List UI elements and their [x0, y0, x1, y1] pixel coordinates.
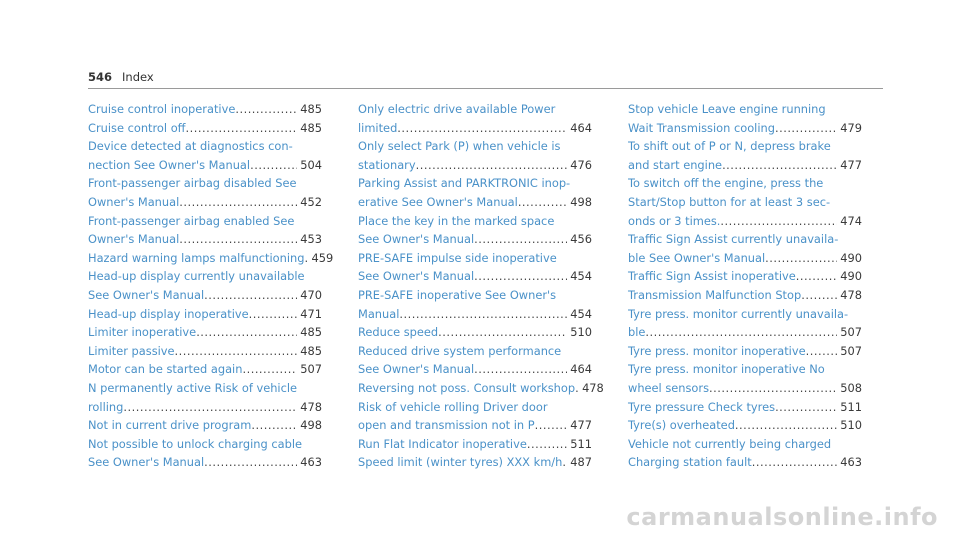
- index-entry[interactable]: [358, 342, 592, 379]
- entry-text-line: Front-passenger airbag enabled See: [88, 213, 295, 228]
- entry-page-number: 477: [570, 418, 592, 433]
- page-header: [88, 70, 154, 84]
- entry-text: Reduce speed: [358, 325, 439, 340]
- entry-text: See Owner's Manual: [358, 269, 475, 284]
- entry-last-line: [88, 286, 322, 305]
- entry-text: Run Flat Indicator inoperative: [358, 436, 527, 451]
- entry-text: Traffic Sign Assist inoperative: [628, 269, 796, 284]
- entry-text: Wait Transmission cooling: [628, 120, 775, 135]
- entry-last-line: [88, 360, 322, 379]
- entry-text: See Owner's Manual: [358, 232, 475, 247]
- entry-page-number: 504: [300, 157, 322, 172]
- entry-text-line: PRE-SAFE impulse side inoperative: [358, 250, 557, 265]
- index-entry[interactable]: [628, 267, 862, 286]
- index-entry[interactable]: [88, 212, 322, 249]
- dot-leader: [204, 453, 297, 472]
- entry-text: Hazard warning lamps malfunctioning: [88, 250, 305, 265]
- entry-text-line: Tyre press. monitor currently unavaila-: [628, 306, 849, 321]
- entry-last-line: [628, 249, 862, 268]
- entry-page-number: 479: [840, 120, 862, 135]
- watermark: carmanualsonline.info: [626, 503, 938, 531]
- entry-last-line: [358, 435, 592, 454]
- index-column-1: [88, 100, 334, 472]
- dot-leader: [179, 230, 297, 249]
- dot-leader: [175, 342, 298, 361]
- entry-text-line: Place the key in the marked space: [358, 213, 555, 228]
- section-title: Index: [122, 70, 154, 84]
- entry-last-line: [358, 267, 592, 286]
- entry-text: See Owner's Manual: [358, 362, 475, 377]
- entry-text: Tyre press. monitor inoperative: [628, 343, 806, 358]
- entry-text: ble: [628, 325, 646, 340]
- entry-text-line: Stop vehicle Leave engine running: [628, 102, 826, 116]
- dot-leader: [438, 323, 567, 342]
- index-entry[interactable]: [88, 174, 322, 211]
- index-entry[interactable]: [628, 174, 862, 230]
- index-entry[interactable]: [628, 360, 862, 397]
- entry-last-line: [628, 416, 862, 435]
- entry-last-line: [88, 230, 322, 249]
- entry-last-line: [88, 323, 322, 342]
- dot-leader: [801, 286, 837, 305]
- entry-text: Cruise control inoperative: [88, 102, 236, 116]
- entry-text: See Owner's Manual: [88, 287, 205, 302]
- entry-page-number: 476: [570, 157, 592, 172]
- index-entry[interactable]: [358, 212, 592, 249]
- index-entry[interactable]: [358, 398, 592, 435]
- entry-text-line: Only electric drive available Power: [358, 102, 556, 116]
- index-entry[interactable]: [628, 137, 862, 174]
- entry-text-line: Tyre press. monitor inoperative No: [628, 362, 825, 377]
- entry-text: Speed limit (winter tyres) XXX km/h: [358, 455, 563, 470]
- entry-last-line: [628, 267, 862, 286]
- entry-last-line: [358, 119, 592, 138]
- entry-text: Tyre pressure Check tyres: [628, 399, 776, 414]
- entry-text: Limiter passive: [88, 343, 175, 358]
- index-entry[interactable]: [358, 379, 604, 398]
- dot-leader: [474, 267, 567, 286]
- index-entry[interactable]: [628, 416, 862, 435]
- entry-page-number: 485: [300, 102, 322, 116]
- entry-page-number: 478: [300, 399, 322, 414]
- entry-text-line: To switch off the engine, press the: [628, 176, 824, 191]
- entry-page-number: 511: [570, 436, 592, 451]
- index-entry[interactable]: [358, 286, 592, 323]
- entry-page-number: 510: [570, 325, 592, 340]
- dot-leader: [235, 100, 297, 119]
- dot-leader: [752, 453, 837, 472]
- entry-text: Not in current drive program: [88, 418, 252, 433]
- entry-page-number: 464: [570, 120, 592, 135]
- entry-text: Transmission Malfunction Stop: [628, 287, 802, 302]
- entry-text: open and transmission not in P: [358, 418, 535, 433]
- index-entry[interactable]: [88, 249, 334, 268]
- entry-page-number: 456: [570, 232, 592, 247]
- entry-last-line: [88, 249, 334, 268]
- entry-page-number: 478: [840, 287, 862, 302]
- entry-page-number: 485: [300, 325, 322, 340]
- index-entry[interactable]: [88, 360, 322, 379]
- entry-text: and start engine: [628, 157, 723, 172]
- entry-text-line: Only select Park (P) when vehicle is: [358, 139, 561, 154]
- entry-last-line: [358, 156, 592, 175]
- entry-page-number: 498: [300, 418, 322, 433]
- index-entry[interactable]: [88, 267, 322, 304]
- entry-text-line: Head-up display currently unavailable: [88, 269, 305, 284]
- dot-leader: [535, 416, 568, 435]
- entry-page-number: 508: [840, 380, 862, 395]
- entry-last-line: [628, 212, 862, 231]
- entry-page-number: 471: [300, 306, 322, 321]
- dot-leader: [796, 267, 837, 286]
- entry-text-line: N permanently active Risk of vehicle: [88, 380, 298, 395]
- entry-last-line: [358, 360, 592, 379]
- entry-text-line: Vehicle not currently being charged: [628, 436, 832, 451]
- entry-last-line: [358, 453, 592, 472]
- entry-last-line: [628, 119, 862, 138]
- entry-last-line: [628, 323, 862, 342]
- entry-last-line: [628, 286, 862, 305]
- entry-text: Reversing not poss. Consult workshop: [358, 380, 576, 395]
- entry-text: erative See Owner's Manual: [358, 194, 518, 209]
- dot-leader: [242, 360, 297, 379]
- dot-leader: [518, 193, 567, 212]
- dot-leader: [709, 379, 837, 398]
- entry-text-line: Traffic Sign Assist currently unavaila-: [628, 232, 839, 247]
- dot-leader: [179, 193, 297, 212]
- entry-page-number: 474: [840, 213, 862, 228]
- entry-page-number: 453: [300, 232, 322, 247]
- index-entry[interactable]: [358, 137, 592, 174]
- entry-page-number: 510: [840, 418, 862, 433]
- index-column-2: [358, 100, 604, 472]
- entry-text: rolling: [88, 399, 124, 414]
- entry-text: Owner's Manual: [88, 194, 180, 209]
- dot-leader: [722, 156, 837, 175]
- entry-page-number: 454: [570, 306, 592, 321]
- index-entry[interactable]: [628, 398, 862, 417]
- dot-leader: [196, 323, 297, 342]
- dot-leader: [527, 435, 567, 454]
- entry-text: onds or 3 times.: [628, 213, 721, 228]
- index-entry[interactable]: [88, 305, 322, 324]
- entry-page-number: 490: [840, 269, 862, 284]
- entry-text: wheel sensors: [628, 380, 710, 395]
- entry-last-line: [88, 193, 322, 212]
- index-entry[interactable]: [88, 379, 322, 416]
- entry-page-number: 452: [300, 194, 322, 209]
- entry-text: stationary: [358, 157, 416, 172]
- index-entry[interactable]: [88, 323, 322, 342]
- entry-last-line: [88, 156, 322, 175]
- index-entry[interactable]: [88, 342, 322, 361]
- entry-last-line: [628, 453, 862, 472]
- entry-text: Limiter inoperative: [88, 325, 197, 340]
- entry-page-number: 485: [300, 120, 322, 135]
- entry-text: Tyre(s) overheated: [628, 418, 735, 433]
- entry-page-number: 454: [570, 269, 592, 284]
- entry-text-line: Parking Assist and PARKTRONIC inop-: [358, 176, 571, 191]
- entry-page-number: 463: [300, 455, 322, 470]
- index-entry[interactable]: [628, 230, 862, 267]
- dot-leader: [250, 156, 297, 175]
- dot-leader: [416, 156, 568, 175]
- entry-text-line: To shift out of P or N, depress brake: [628, 139, 831, 154]
- dot-leader: [720, 212, 837, 231]
- entry-text: nection See Owner's Manual: [88, 157, 251, 172]
- entry-last-line: [628, 398, 862, 417]
- dot-leader: [399, 305, 567, 324]
- entry-page-number: 490: [840, 250, 862, 265]
- dot-leader: [645, 323, 837, 342]
- index-entry[interactable]: [628, 342, 862, 361]
- entry-page-number: 487: [570, 455, 592, 470]
- entry-text: ble See Owner's Manual: [628, 250, 766, 265]
- entry-page-number: 507: [300, 362, 322, 377]
- index-entry[interactable]: [358, 453, 592, 472]
- index-entry[interactable]: [628, 100, 862, 137]
- entry-text-line: Not possible to unlock charging cable: [88, 436, 302, 451]
- index-entry[interactable]: [88, 137, 322, 174]
- entry-last-line: [358, 230, 592, 249]
- entry-page-number: 459: [311, 250, 334, 265]
- index-entry[interactable]: [358, 174, 592, 211]
- entry-text: See Owner's Manual: [88, 455, 205, 470]
- dot-leader: [765, 249, 837, 268]
- entry-text: Cruise control off: [88, 120, 186, 135]
- index-entry[interactable]: [358, 100, 592, 137]
- entry-last-line: [628, 379, 862, 398]
- index-entry[interactable]: [628, 305, 862, 342]
- entry-page-number: 507: [840, 343, 862, 358]
- entry-text-line: Reduced drive system performance: [358, 343, 562, 358]
- dot-leader: [735, 416, 837, 435]
- dot-leader: [474, 360, 567, 379]
- entry-last-line: [358, 416, 592, 435]
- entry-text: Motor can be started again: [88, 362, 243, 377]
- dot-leader: [249, 305, 298, 324]
- dot-leader: [474, 230, 567, 249]
- index-column-3: [628, 100, 862, 472]
- entry-page-number: 477: [840, 157, 862, 172]
- entry-last-line: [88, 416, 322, 435]
- index-entry[interactable]: [358, 435, 592, 454]
- entry-last-line: [88, 398, 322, 417]
- entry-page-number: 478: [582, 380, 604, 395]
- entry-text: Charging station fault: [628, 455, 752, 470]
- index-entry[interactable]: [88, 119, 322, 138]
- dot-leader: [204, 286, 297, 305]
- entry-text: Head-up display inoperative: [88, 306, 249, 321]
- entry-last-line: [358, 305, 592, 324]
- entry-page-number: 464: [570, 362, 592, 377]
- index-entry[interactable]: [628, 286, 862, 305]
- entry-last-line: [358, 379, 604, 398]
- entry-text-line: Front-passenger airbag disabled See: [88, 176, 297, 191]
- index-entry[interactable]: [88, 416, 322, 435]
- entry-last-line: [88, 119, 322, 138]
- index-entry[interactable]: [628, 435, 862, 472]
- index-entry[interactable]: [358, 323, 592, 342]
- entry-page-number: 507: [840, 325, 862, 340]
- entry-last-line: [88, 453, 322, 472]
- entry-last-line: [88, 305, 322, 324]
- entry-text: Owner's Manual: [88, 232, 180, 247]
- entry-last-line: [358, 323, 592, 342]
- entry-page-number: 470: [300, 287, 322, 302]
- entry-last-line: [88, 342, 322, 361]
- dot-leader: [123, 398, 297, 417]
- entry-page-number: 463: [840, 455, 862, 470]
- entry-page-number: 498: [570, 194, 592, 209]
- dot-leader: [806, 342, 838, 361]
- index-entry[interactable]: [358, 249, 592, 286]
- header-rule: [88, 88, 883, 89]
- entry-last-line: [628, 342, 862, 361]
- entry-text: Manual: [358, 306, 400, 321]
- page-number: 546: [88, 70, 113, 84]
- entry-text-line: PRE-SAFE inoperative See Owner's: [358, 287, 557, 302]
- entry-last-line: [88, 100, 322, 119]
- dot-leader: [186, 119, 298, 138]
- entry-page-number: 485: [300, 343, 322, 358]
- dot-leader: [397, 119, 567, 138]
- entry-page-number: 511: [840, 399, 862, 414]
- dot-leader: [775, 398, 837, 417]
- entry-last-line: [358, 193, 592, 212]
- entry-text: limited: [358, 120, 398, 135]
- entry-text-line: Device detected at diagnostics con-: [88, 139, 293, 154]
- index-entry[interactable]: [88, 435, 322, 472]
- entry-last-line: [628, 156, 862, 175]
- entry-text-line: Start/Stop button for at least 3 sec-: [628, 194, 831, 209]
- entry-text-line: Risk of vehicle rolling Driver door: [358, 399, 548, 414]
- dot-leader: [775, 119, 837, 138]
- index-entry[interactable]: [88, 100, 322, 119]
- dot-leader: [251, 416, 297, 435]
